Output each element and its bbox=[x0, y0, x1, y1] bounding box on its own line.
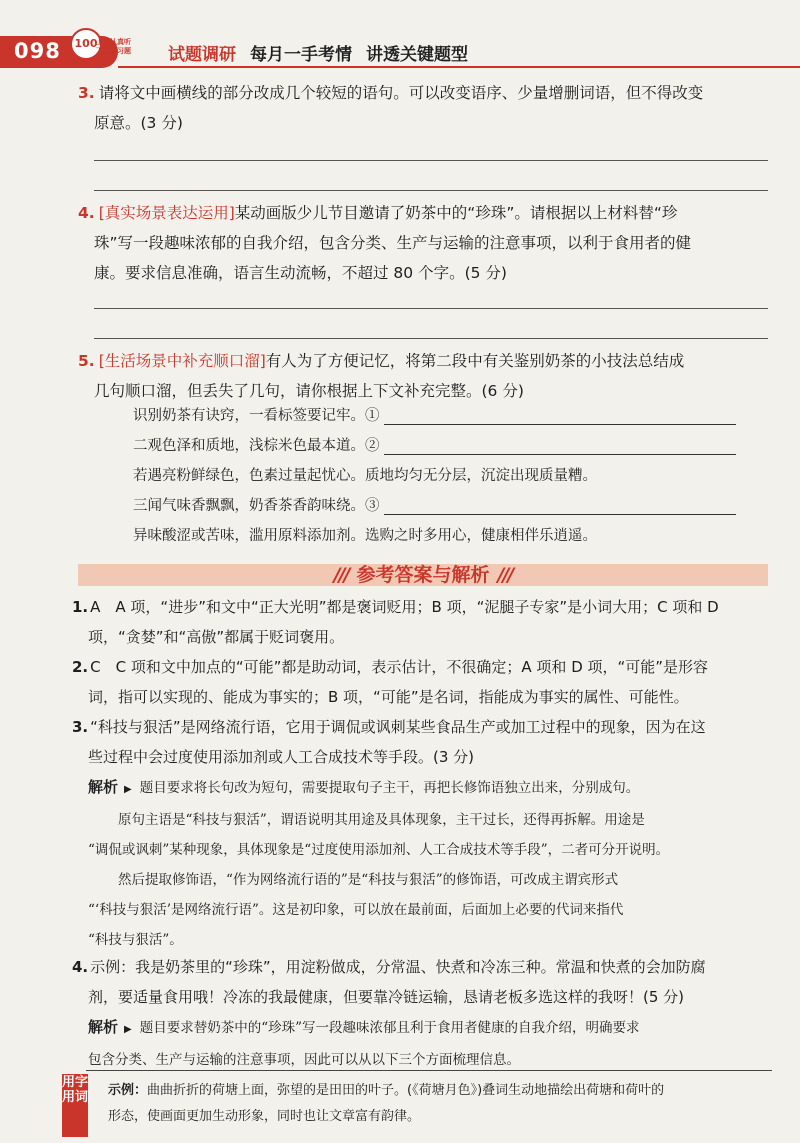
question-3: 3. 请将文中画横线的部分改成几个较短的语句。可以改变语序、少量增删词语，但不得改变 原意。(3 分) bbox=[78, 84, 704, 132]
fill-blank[interactable] bbox=[384, 406, 736, 425]
answer-number: 2. bbox=[72, 658, 89, 676]
header-title-2: 讲透关键题型 bbox=[366, 45, 468, 65]
poem-line: 若遇亮粉鲜绿色，色素过量起忧心。质地均匀无分层，沉淀出现质量糟。 bbox=[133, 468, 597, 484]
slash-decoration-icon: /// bbox=[333, 564, 349, 586]
page-number: 098 bbox=[14, 39, 61, 63]
answer-number: 3. bbox=[72, 718, 89, 736]
answer-2: 2. C C 项和文中加点的“可能”都是助动词，表示估计，不很确定；A 项和 D 项，“可能”是形容 词，指可以实现的、能成为事实的；B 项，“可能”是名词，指能成为事实的属性、可能性。 bbox=[72, 658, 709, 706]
answer-line[interactable] bbox=[94, 190, 768, 191]
banner-title: 参考答案与解析 bbox=[356, 564, 490, 586]
answer-4: 4. 示例：我是奶茶里的“珍珠”，用淀粉做成，分常温、快煮和冷冻三种。常温和快煮的会加防腐 剂，要适量食用哦！冷冻的我最健康，但要靠冷链运输，恳请老板多选这样的我呀！(5 分) bbox=[72, 958, 706, 1006]
header-rule bbox=[118, 66, 800, 68]
footer-example: 示例：曲曲折折的荷塘上面，弥望的是田田的叶子。(《荷塘月色》)叠词生动地描绘出荷塘和荷叶的 形态，使画面更加生动形象，同时也让文章富有韵律。 bbox=[108, 1083, 665, 1124]
question-number: 5. bbox=[78, 352, 95, 370]
footer-rule bbox=[86, 1070, 772, 1071]
poem-line: 三闻气味香飘飘，奶香茶香韵味绕。③ bbox=[133, 494, 736, 515]
analysis-3: 解析 ▶ 题目要求将长句改为短句，需要提取句子主干，再把长修饰语独立出来，分别成句。 原句主语是“科技与狠活”，谓语说明其用途及具体现象，主干过长，还得再拆解。用途是 “调侃或讽刺”某种现象，具体现象是“过度使用添加剂、人工合成技术等手段”，二者可分开说明。 然后提取修饰语，“作为网络流行语的”是“科技与狠活”的修饰语，可改成主谓宾形式 “‘科技与狠活’是网络流行语”。这是初印象，可以放在最前面，后面加上必要的代词来指代 “科技与狠活”。 bbox=[88, 778, 670, 948]
question-tag: [生活场景中补充顺口溜] bbox=[98, 352, 266, 370]
fill-blank[interactable] bbox=[384, 496, 736, 515]
triangle-arrow-icon: ▶ bbox=[124, 784, 132, 795]
analysis-label: 解析 bbox=[88, 778, 119, 796]
fill-blank[interactable] bbox=[384, 436, 736, 455]
header-title-highlight: 试题调研 bbox=[168, 45, 236, 65]
analysis-label: 解析 bbox=[88, 1018, 119, 1036]
answer-banner bbox=[78, 560, 768, 590]
example-label: 示例： bbox=[108, 1083, 148, 1098]
answer-1: 1. A A 项，“进步”和文中“正大光明”都是褒词贬用；B 项，“泥腿子专家”是小词大用；C 项和 D 项，“贪婪”和“高傲”都属于贬词褒用。 bbox=[72, 598, 719, 646]
header-title bbox=[168, 40, 468, 65]
poem-line: 识别奶茶有诀窍，一看标签要记牢。① bbox=[133, 404, 736, 425]
question-tag: [真实场景表达运用] bbox=[98, 204, 235, 222]
answer-line[interactable] bbox=[94, 338, 768, 339]
analysis-4: 解析 ▶ 题目要求替奶茶中的“珍珠”写一段趣味浓郁且利于食用者健康的自我介绍，明确要求 包含分类、生产与运输的注意事项，因此可以从以下三个方面梳理信息。 bbox=[88, 1018, 640, 1068]
header-title-1: 每月一手考情 bbox=[250, 45, 352, 65]
question-number: 3. bbox=[78, 84, 95, 102]
logo-badge-icon: 100 bbox=[70, 28, 102, 60]
answer-3: 3. “科技与狠活”是网络流行语，它用于调侃或讽刺某些食品生产或加工过程中的现象，因为在这 些过程中会过度使用添加剂或人工合成技术等手段。(3 分) bbox=[72, 718, 706, 766]
slash-decoration-icon: /// bbox=[497, 564, 513, 586]
page-header bbox=[0, 36, 800, 70]
poem-line: 二观色泽和质地，浅棕米色最本道。② bbox=[133, 434, 736, 455]
answer-line[interactable] bbox=[94, 160, 768, 161]
question-5: 5. [生活场景中补充顺口溜]有人为了方便记忆，将第二段中有关鉴别奶茶的小技法总结成 几句顺口溜，但丢失了几句，请你根据上下文补充完整。(6 分) bbox=[78, 352, 685, 400]
footer-tab: 用字用词 bbox=[62, 1074, 88, 1137]
logo-slogan: 上课认真听 下课练习题 bbox=[96, 38, 131, 55]
question-4: 4. [真实场景表达运用]某动画版少儿节目邀请了奶茶中的“珍珠”。请根据以上材料替“珍 珠”写一段趣味浓郁的自我介绍，包含分类、生产与运输的注意事项，以利于食用者的健 康。要求信息准确，语言生动流畅，不超过 80 个字。(5 分) bbox=[78, 204, 692, 282]
question-number: 4. bbox=[78, 204, 95, 222]
poem-line: 异味酸涩或苦味，滥用原料添加剂。选购之时多用心，健康相伴乐逍遥。 bbox=[133, 528, 597, 544]
answer-number: 4. bbox=[72, 958, 89, 976]
triangle-arrow-icon: ▶ bbox=[124, 1024, 132, 1035]
answer-line[interactable] bbox=[94, 308, 768, 309]
answer-number: 1. bbox=[72, 598, 89, 616]
